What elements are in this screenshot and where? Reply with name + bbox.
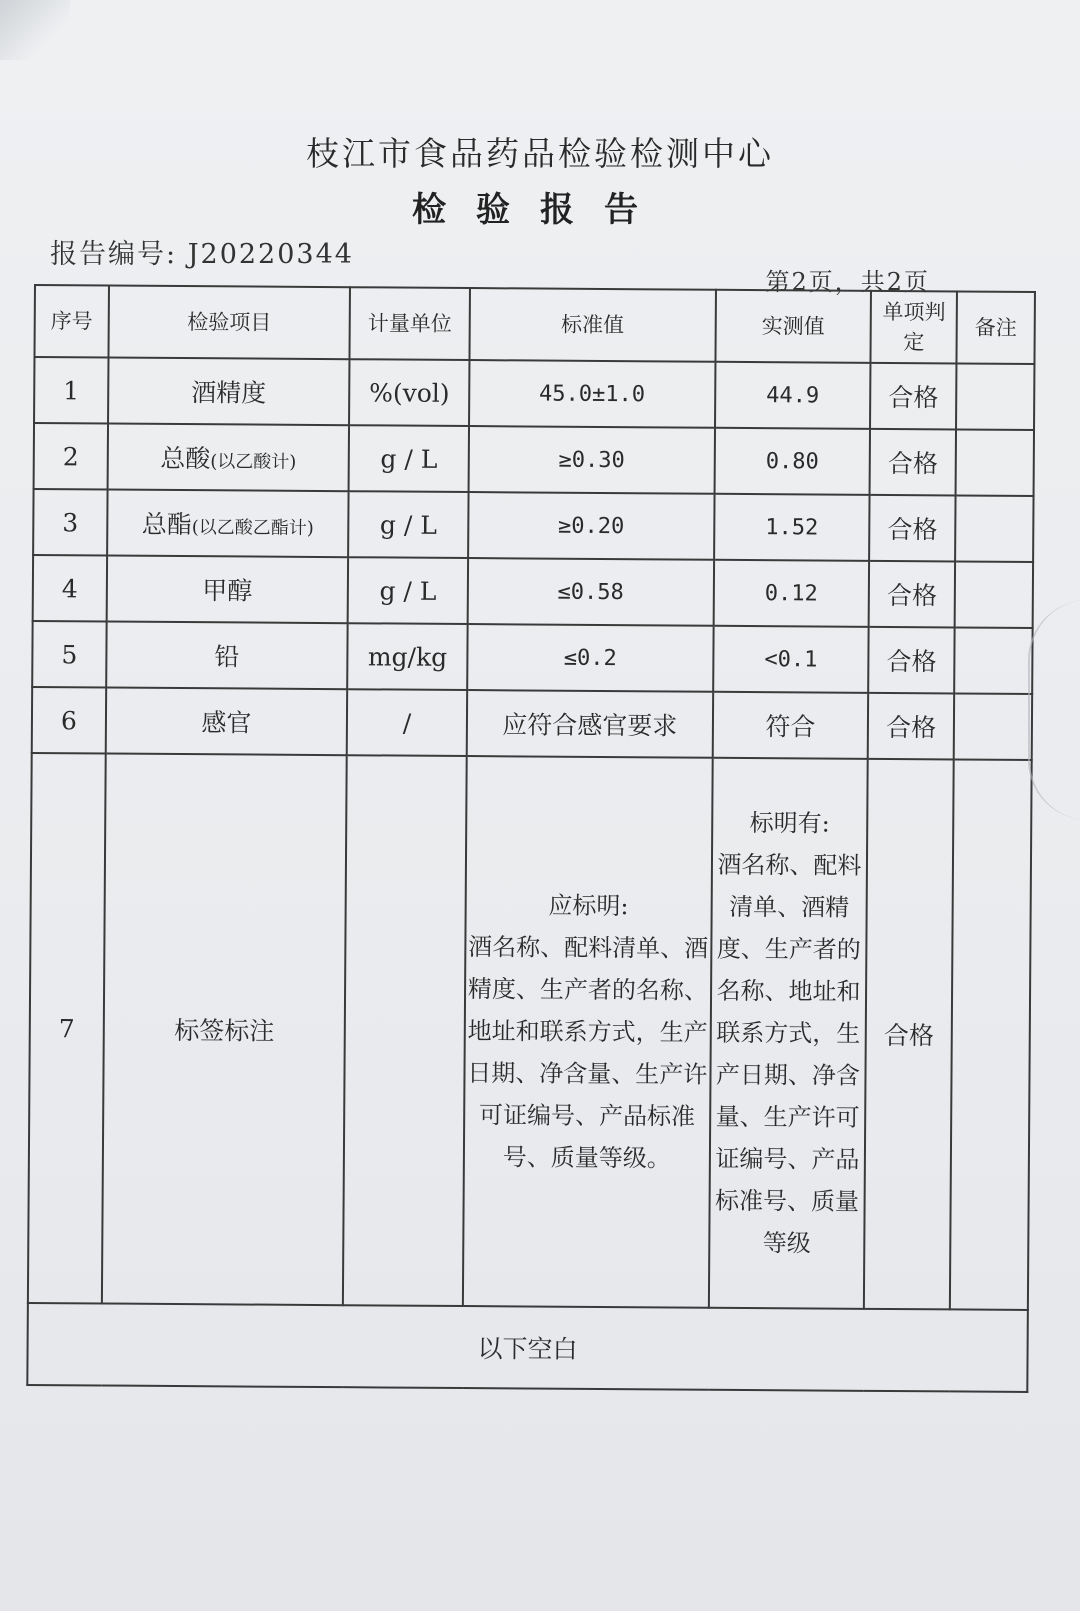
standard-lead: 应标明: xyxy=(548,891,629,921)
table-row xyxy=(32,621,1032,694)
cell-seq: 1 xyxy=(34,357,108,424)
cell-judgement: 合格 xyxy=(869,495,955,562)
cell-item xyxy=(106,622,348,690)
cell-unit: / xyxy=(347,689,467,756)
cell-remark xyxy=(954,627,1032,694)
item-note: (以乙酸乙酯计) xyxy=(191,517,314,539)
cell-remark xyxy=(950,759,1032,1310)
cell-unit: mg/kg xyxy=(347,623,467,690)
cell-standard xyxy=(463,756,712,1308)
item-name: 酒精度 xyxy=(191,378,267,408)
cell-remark xyxy=(954,693,1032,760)
cell-item xyxy=(106,688,348,756)
cell-standard: ≤0.2 xyxy=(467,624,713,692)
table-row xyxy=(33,555,1033,628)
col-header-unit: 计量单位 xyxy=(350,287,470,360)
cell-unit xyxy=(343,755,467,1306)
cell-measured xyxy=(709,758,869,1309)
item-note: (以乙酸计) xyxy=(210,451,297,473)
cell-item: 标签标注 xyxy=(102,754,347,1306)
cell-remark xyxy=(955,495,1033,562)
cell-seq: 6 xyxy=(32,687,106,754)
table-row xyxy=(34,357,1034,430)
cell-unit: %(vol) xyxy=(349,359,469,426)
report-number-value: J20220344 xyxy=(187,239,354,270)
col-header-remark: 备注 xyxy=(957,291,1035,364)
cell-measured: <0.1 xyxy=(713,626,869,693)
cell-item xyxy=(107,424,349,492)
col-header-seq: 序号 xyxy=(34,285,108,358)
page-corner-shadow xyxy=(0,0,70,60)
table-footer-row xyxy=(27,1303,1028,1392)
cell-unit: g / L xyxy=(348,491,468,558)
cell-item xyxy=(107,490,349,558)
cell-seq: 4 xyxy=(33,555,107,622)
table-row xyxy=(32,687,1032,760)
results-table xyxy=(26,284,1036,1393)
item-name: 总酸 xyxy=(160,443,211,474)
col-header-measured: 实测值 xyxy=(715,290,871,363)
cell-unit: g / L xyxy=(349,425,469,492)
organization-title: 枝江市食品药品检验检测中心 xyxy=(306,134,774,173)
cell-unit: g / L xyxy=(348,557,468,624)
standard-body: 酒名称、配料清单、酒精度、生产者的名称、地址和联系方式，生产日期、净含量、生产许可证编号、产品标准号、质量等级。 xyxy=(467,933,709,1173)
page-info: 第2页，共2页 xyxy=(765,268,930,296)
cell-item xyxy=(106,556,348,624)
cell-standard: 45.0±1.0 xyxy=(469,360,715,428)
cell-judgement: 合格 xyxy=(870,363,956,430)
blank-below-note: 以下空白 xyxy=(27,1303,1028,1392)
cell-standard: ≥0.30 xyxy=(469,426,715,494)
table-row xyxy=(34,423,1034,496)
cell-measured: 符合 xyxy=(712,692,868,759)
measured-body: 酒名称、配料清单、酒精度、生产者的名称、地址和联系方式，生产日期、净含量、生产许可证编号、产品标准号、质量等级 xyxy=(715,850,862,1258)
cell-remark xyxy=(956,363,1034,430)
cell-standard: ≥0.20 xyxy=(468,492,714,560)
document-title: 检验报告 xyxy=(412,190,668,230)
cell-item xyxy=(108,358,350,426)
col-header-standard: 标准值 xyxy=(470,288,716,362)
cell-seq: 3 xyxy=(33,489,107,556)
cell-seq: 5 xyxy=(32,621,106,688)
col-header-judgement: 单项判定 xyxy=(871,291,957,364)
report-number xyxy=(50,232,354,271)
cell-judgement: 合格 xyxy=(868,693,954,760)
stamp-edge xyxy=(1028,600,1080,820)
col-header-item: 检验项目 xyxy=(108,286,350,360)
cell-remark xyxy=(955,561,1033,628)
cell-remark xyxy=(956,429,1034,496)
item-name: 总酯 xyxy=(141,509,192,540)
cell-judgement: 合格 xyxy=(869,561,955,628)
cell-standard: ≤0.58 xyxy=(468,558,714,626)
cell-standard: 应符合感官要求 xyxy=(467,690,713,758)
cell-measured: 1.52 xyxy=(714,494,870,561)
measured-lead: 标明有: xyxy=(749,809,830,838)
item-name: 铅 xyxy=(214,642,240,672)
item-name: 感官 xyxy=(201,708,252,738)
cell-measured: 0.12 xyxy=(713,560,869,627)
cell-seq: 2 xyxy=(34,423,108,490)
cell-measured: 44.9 xyxy=(715,362,871,429)
table-header-row xyxy=(34,285,1034,364)
report-number-label: 报告编号: xyxy=(50,239,178,270)
cell-measured: 0.80 xyxy=(714,428,870,495)
cell-judgement: 合格 xyxy=(864,759,954,1310)
item-name: 甲醇 xyxy=(202,576,253,606)
cell-judgement: 合格 xyxy=(870,429,956,496)
table-row xyxy=(33,489,1033,562)
cell-judgement: 合格 xyxy=(868,627,954,694)
cell-seq: 7 xyxy=(28,753,106,1304)
table-row-label xyxy=(28,753,1032,1310)
